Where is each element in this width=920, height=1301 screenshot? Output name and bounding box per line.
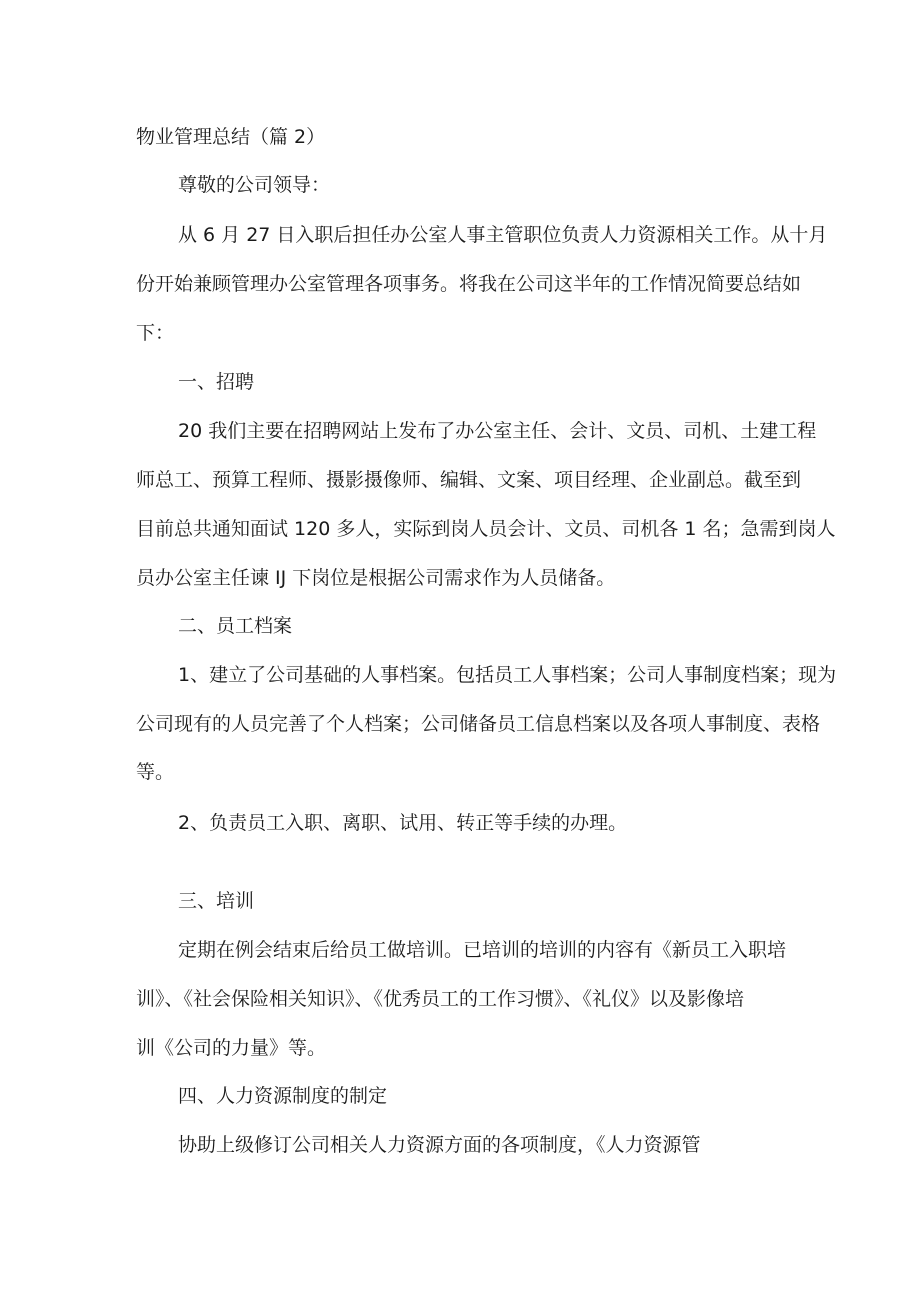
hr-policy-line: 协助上级修订公司相关人力资源方面的各项制度，《人力资源管 (178, 1134, 701, 1156)
recruitment-line: 员办公室主任谏 IJ 下岗位是根据公司需求作为人员储备。 (136, 567, 616, 589)
employee-files-line: 1、建立了公司基础的人事档案。包括员工人事档案；公司人事制度档案；现为 (178, 664, 837, 686)
section-heading-hr-policy: 四、人力资源制度的制定 (178, 1085, 388, 1107)
recruitment-line: 20 我们主要在招聘网站上发布了办公室主任、会计、文员、司机、土建工程 (178, 420, 817, 442)
employee-files-item2: 2、负责员工入职、离职、试用、转正等手续的办理。 (178, 812, 628, 834)
employee-files-line: 等。 (136, 761, 175, 783)
employee-files-line: 公司现有的人员完善了个人档案；公司储备员工信息档案以及各项人事制度、表格 (136, 713, 821, 735)
training-line: 训》、《社会保险相关知识》、《优秀员工的工作习惯》、《礼仪》以及影像培 (136, 988, 745, 1010)
recruitment-line: 师总工、预算工程师、摄影摄像师、编辑、文案、项目经理、企业副总。截至到 (136, 469, 802, 491)
document-title: 物业管理总结（篇 2） (136, 126, 326, 148)
recruitment-line: 目前总共通知面试 120 多人，实际到岗人员会计、文员、司机各 1 名；急需到岗人 (136, 518, 836, 540)
training-line: 定期在例会结束后给员工做培训。已培训的培训的内容有《新员工入职培 (178, 939, 787, 961)
intro-line: 份开始兼顾管理办公室管理各项事务。将我在公司这半年的工作情况简要总结如 (136, 273, 802, 295)
salutation: 尊敬的公司领导： (178, 174, 331, 196)
intro-line: 从 6 月 27 日入职后担任办公室人事主管职位负责人力资源相关工作。从十月 (178, 224, 828, 246)
section-heading-recruitment: 一、招聘 (178, 371, 255, 393)
intro-line: 下： (136, 322, 175, 344)
section-heading-training: 三、培训 (178, 890, 255, 912)
section-heading-employee-files: 二、员工档案 (178, 615, 293, 637)
training-line: 训《公司的力量》等。 (136, 1037, 327, 1059)
